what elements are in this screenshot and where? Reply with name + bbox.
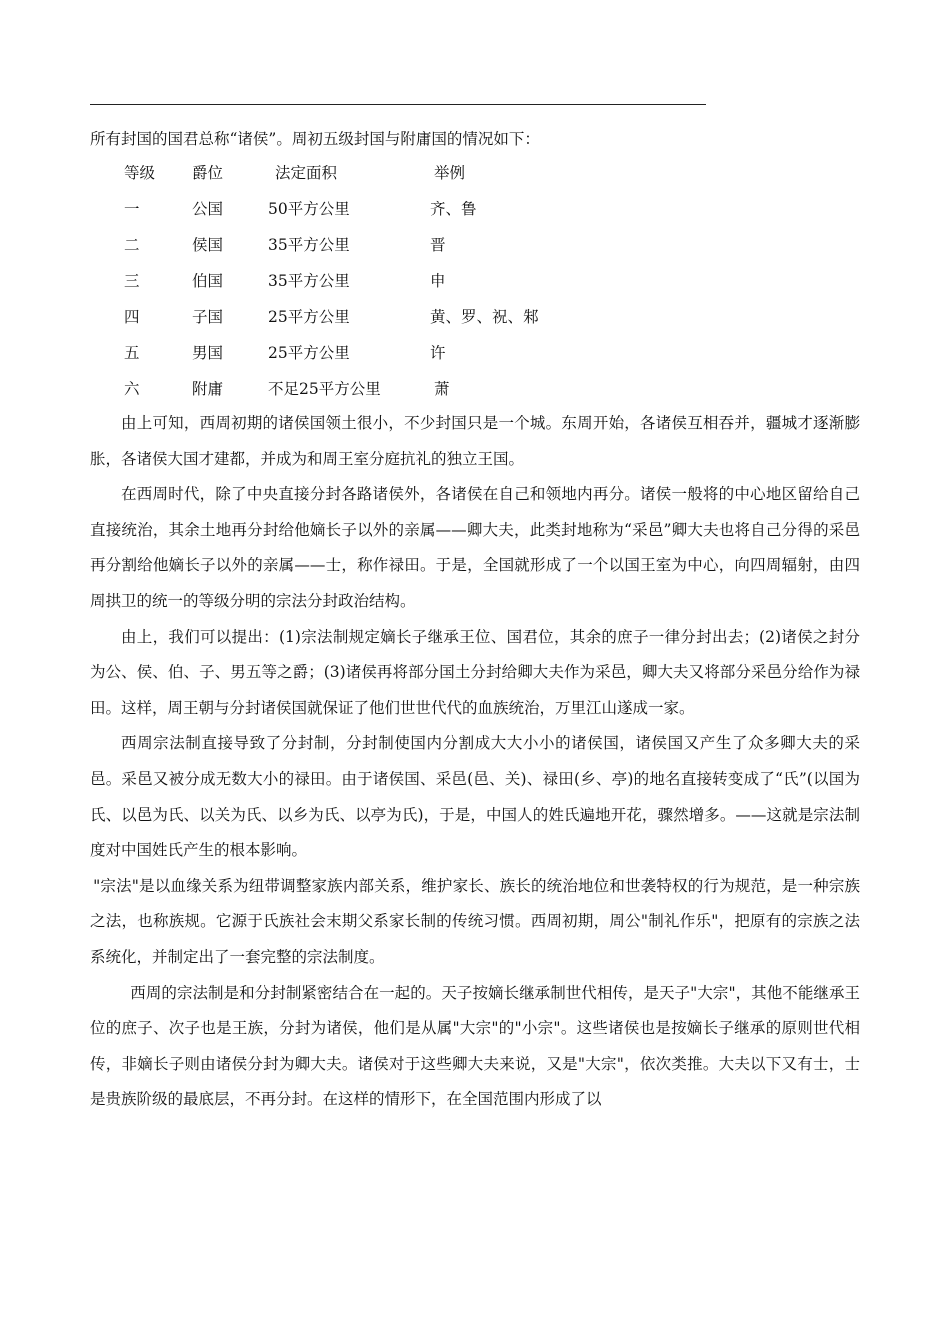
row-grade: 一 xyxy=(124,200,140,218)
row-title: 子国 xyxy=(192,308,224,326)
row-title: 男国 xyxy=(192,344,224,362)
paragraph-territory: 由上可知，西周初期的诸侯国领土很小，不少封国只是一个城。东周开始，各诸侯互相吞并，疆城才逐渐膨胀，各诸侯大国才建都，并成为和周王室分庭抗礼的独立王国。 xyxy=(90,414,860,468)
row-example: 晋 xyxy=(430,236,446,254)
table-row xyxy=(0,304,950,340)
row-example: 许 xyxy=(430,344,446,362)
fief-table xyxy=(0,160,950,412)
paragraph-surnames: 西周宗法制直接导致了分封制，分封制使国内分割成大大小小的诸侯国，诸侯国又产生了众多卿大夫的采邑。采邑又被分成无数大小的禄田。由于诸侯国、采邑(邑、关)、禄田(乡、亭)的地名直接转变成了“氏”(以国为氏、以邑为氏、以关为氏、以乡为氏、以亭为氏)，于是，中国人的姓氏遍地开花，骤然增多。——这就是宗法制度对中国姓氏产生的根本影响。 xyxy=(90,734,860,860)
row-area: 35平方公里 xyxy=(268,272,350,290)
table-row xyxy=(0,196,950,232)
intro-line: 所有封国的国君总称“诸侯”。周初五级封国与附庸国的情况如下： xyxy=(90,130,540,148)
row-example: 申 xyxy=(430,272,446,290)
paragraph-subdivision: 在西周时代，除了中央直接分封各路诸侯外，各诸侯在自己和领地内再分。诸侯一般将的中心地区留给自己直接统治，其余土地再分封给他嫡长子以外的亲属——卿大夫，此类封地称为“采邑”卿大夫也将自己分得的采邑再分割给他嫡长子以外的亲属——士，称作禄田。于是，全国就形成了一个以国王室为中心，向四周辐射，由四周拱卫的统一的等级分明的宗法分封政治结构。 xyxy=(90,485,860,610)
row-grade: 六 xyxy=(124,380,140,398)
row-area: 25平方公里 xyxy=(268,344,350,362)
row-title: 侯国 xyxy=(192,236,224,254)
header-example: 举例 xyxy=(434,164,466,182)
row-grade: 四 xyxy=(124,308,140,326)
row-grade: 五 xyxy=(124,344,140,362)
row-area: 50平方公里 xyxy=(268,200,350,218)
row-title: 伯国 xyxy=(192,272,224,290)
row-example: 萧 xyxy=(434,380,450,398)
header-grade: 等级 xyxy=(124,164,156,182)
paragraph-zongfa-fengjian: 西周的宗法制是和分封制紧密结合在一起的。天子按嫡长继承制世代相传，是天子"大宗"，其他不能继承王位的庶子、次子也是王族，分封为诸侯，他们是从属"大宗"的"小宗"。这些诸侯也是按嫡长子继承的原则世代相传，非嫡长子则由诸侯分封为卿大夫。诸侯对于这些卿大夫来说，又是"大宗"，依次类推。大夫以下又有士，士是贵族阶级的最底层，不再分封。在这样的情形下，在全国范围内形成了以 xyxy=(90,983,860,1109)
paragraph-zongfa-definition: "宗法"是以血缘关系为纽带调整家族内部关系，维护家长、族长的统治地位和世袭特权的行为规范，是一种宗族之法，也称族规。它源于氏族社会末期父系家长制的传统习惯。西周初期，周公"制礼作乐"，把原有的宗族之法系统化，并制定出了一套完整的宗法制度。 xyxy=(90,876,860,966)
row-area: 不足25平方公里 xyxy=(268,380,381,398)
body-text xyxy=(90,406,860,1118)
row-grade: 二 xyxy=(124,236,140,254)
row-grade: 三 xyxy=(124,272,140,290)
row-title: 附庸 xyxy=(192,380,224,398)
row-area: 35平方公里 xyxy=(268,236,350,254)
table-row xyxy=(0,268,950,304)
row-example: 黄、罗、祝、邾 xyxy=(430,308,539,326)
row-area: 25平方公里 xyxy=(268,308,350,326)
row-title: 公国 xyxy=(192,200,224,218)
paragraph-summary: 由上，我们可以提出：(1)宗法制规定嫡长子继承王位、国君位，其余的庶子一律分封出去；(2)诸侯之封分为公、侯、伯、子、男五等之爵；(3)诸侯再将部分国土分封给卿大夫作为采邑，卿大夫又将部分采邑分给作为禄田。这样，周王朝与分封诸侯国就保证了他们世世代代的血族统治，万里江山遂成一家。 xyxy=(90,627,860,717)
table-row xyxy=(0,340,950,376)
table-header-row xyxy=(0,160,950,196)
header-title: 爵位 xyxy=(192,164,224,182)
row-example: 齐、鲁 xyxy=(430,200,477,218)
header-area: 法定面积 xyxy=(275,164,338,182)
header-rule xyxy=(90,104,706,105)
table-row xyxy=(0,232,950,268)
